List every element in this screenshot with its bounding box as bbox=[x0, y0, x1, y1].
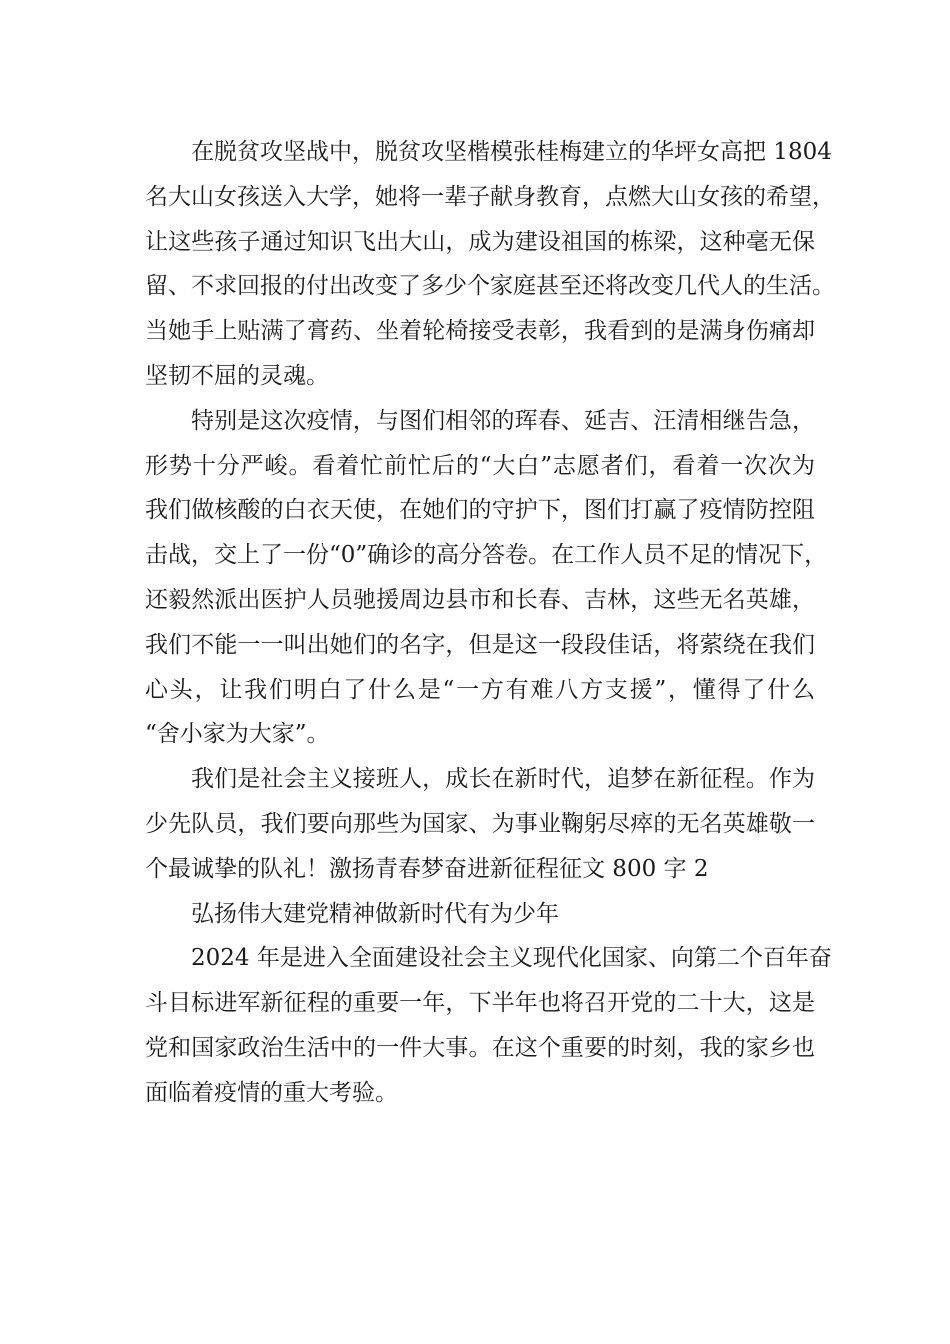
paragraph-2-line-8: “舍小家为大家”。 bbox=[145, 721, 330, 748]
paragraph-2-line-5: 还毅然派出医护人员驰援周边县市和长春、吉林，这些无名英雄， bbox=[145, 586, 815, 613]
paragraph-4-line-1: 2024 年是进入全面建设社会主义现代化国家、向第二个百年奋 bbox=[191, 945, 832, 972]
paragraph-4-line-2: 斗目标进军新征程的重要一年，下半年也将召开党的二十大，这是 bbox=[145, 990, 815, 1017]
paragraph-2-line-4: 击战，交上了一份“0”确诊的高分答卷。在工作人员不足的情况下， bbox=[145, 542, 828, 569]
paragraph-3-line-2: 少先队员，我们要向那些为国家、为事业鞠躬尽瘁的无名英雄敬一 bbox=[145, 810, 815, 837]
paragraph-1-line-2: 名大山女孩送入大学，她将一辈子献身教育，点燃大山女孩的希望， bbox=[145, 183, 835, 210]
paragraph-2-line-6: 我们不能一一叫出她们的名字，但是这一段段佳话，将萦绕在我们 bbox=[145, 631, 815, 658]
paragraph-1-line-5: 当她手上贴满了膏药、坐着轮椅接受表彰，我看到的是满身伤痛却 bbox=[145, 318, 815, 345]
paragraph-2-line-3: 我们做核酸的白衣天使，在她们的守护下，图们打赢了疫情防控阻 bbox=[145, 497, 815, 524]
paragraph-2-line-2: 形势十分严峻。看着忙前忙后的“大白”志愿者们，看着一次次为 bbox=[145, 452, 815, 479]
paragraph-3-line-3: 个最诚挚的队礼！激扬青春梦奋进新征程征文 800 字 2 bbox=[145, 855, 709, 882]
paragraph-1-line-1: 在脱贫攻坚战中，脱贫攻坚楷模张桂梅建立的华坪女高把 1804 bbox=[191, 139, 832, 165]
document-body bbox=[145, 130, 835, 1116]
paragraph-2-line-7: 心头，让我们明白了什么是“一方有难八方支援”，懂得了什么 bbox=[145, 676, 815, 703]
paragraph-4-line-4: 面临着疫情的重大考验。 bbox=[145, 1079, 398, 1106]
paragraph-4-line-3: 党和国家政治生活中的一件大事。在这个重要的时刻，我的家乡也 bbox=[145, 1034, 815, 1061]
section-heading: 弘扬伟大建党精神做新时代有为少年 bbox=[191, 900, 559, 927]
paragraph-2-line-1: 特别是这次疫情，与图们相邻的珲春、延吉、汪清相继告急， bbox=[191, 407, 815, 434]
paragraph-1-line-3: 让这些孩子通过知识飞出大山，成为建设祖国的栋梁，这种毫无保 bbox=[145, 228, 815, 255]
paragraph-1-line-6: 坚韧不屈的灵魂。 bbox=[145, 362, 329, 389]
paragraph-3-line-1: 我们是社会主义接班人，成长在新时代，追梦在新征程。作为 bbox=[191, 766, 815, 793]
paragraph-1-line-4: 留、不求回报的付出改变了多少个家庭甚至还将改变几代人的生活。 bbox=[145, 273, 835, 300]
